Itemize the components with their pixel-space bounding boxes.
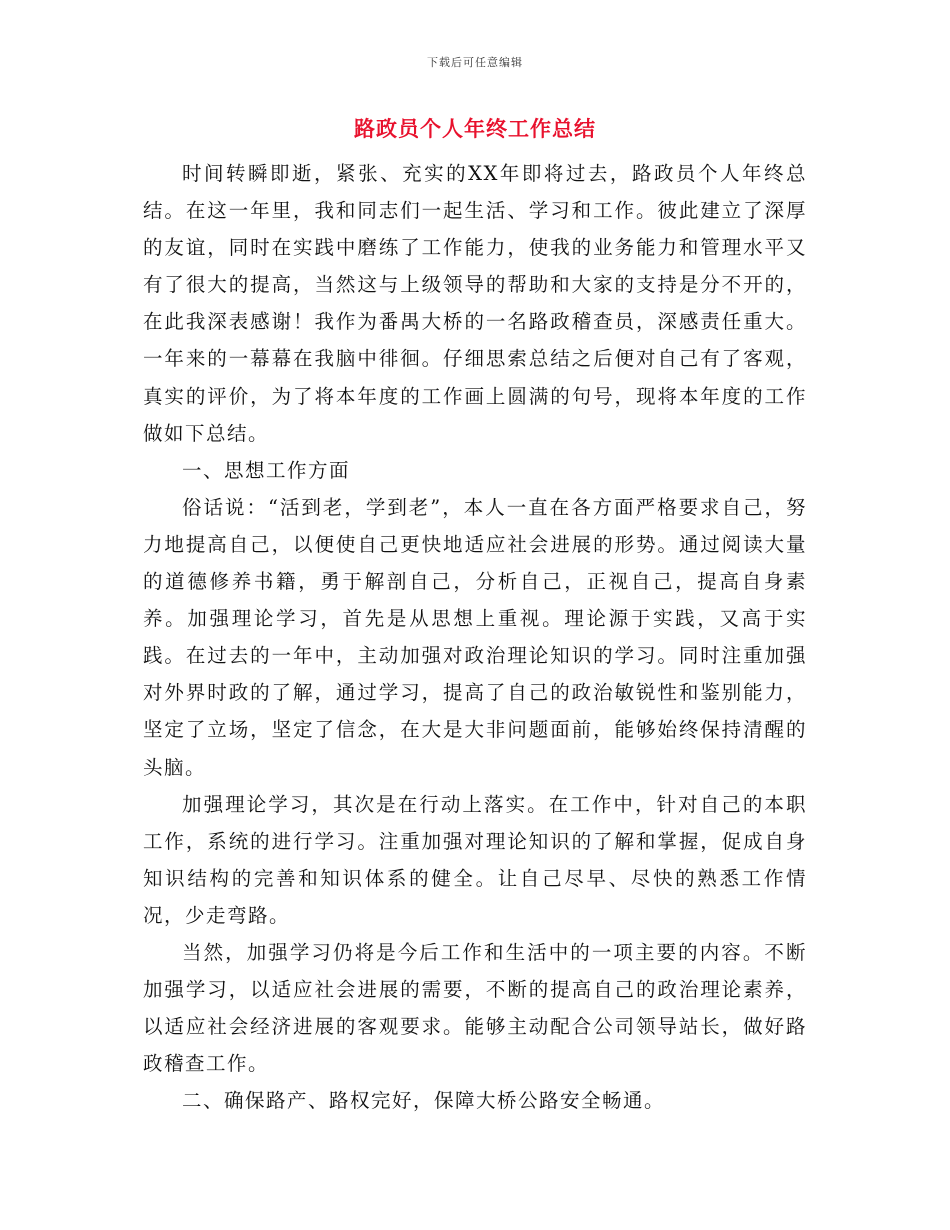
paragraph-thought: 俗话说：“活到老，学到老”，本人一直在各方面严格要求自己，努力地提高自己，以便使自己更快地适应社会进展的形势。通过阅读大量的道德修养书籍，勇于解剖自己，分析自己，正视自己，提高自身素养。加强理论学习，首先是从思想上重视。理论源于实践，又高于实践。在过去的一年中，主动加强对政治理论知识的学习。同时注重加强对外界时政的了解，通过学习，提高了自己的政治敏锐性和鉴别能力，坚定了立场，坚定了信念，在大是大非问题面前，能够始终保持清醒的头脑。 — [143, 495, 807, 779]
paragraph-study: 当然，加强学习仍将是今后工作和生活中的一项主要的内容。不断加强学习，以适应社会进展的需要，不断的提高自己的政治理论素养，以适应社会经济进展的客观要求。能够主动配合公司领导站长，做好路政稽查工作。 — [143, 940, 807, 1076]
paragraph-intro: 时间转瞬即逝，紧张、充实的XX年即将过去，路政员个人年终总结。在这一年里，我和同志们一起生活、学习和工作。彼此建立了深厚的友谊，同时在实践中磨练了工作能力，使我的业务能力和管理水平又有了很大的提高，当然这与上级领导的帮助和大家的支持是分不开的，在此我深表感谢！我作为番禺大桥的一名路政稽查员，深感责任重大。一年来的一幕幕在我脑中徘徊。仔细思索总结之后便对自己有了客观，真实的评价，为了将本年度的工作画上圆满的句号，现将本年度的工作做如下总结。 — [143, 162, 807, 445]
section-heading-2: 二、确保路产、路权完好，保障大桥公路安全畅通。 — [182, 1089, 666, 1113]
header-note: 下载后可任意编辑 — [427, 56, 523, 69]
document-title: 路政员个人年终工作总结 — [354, 116, 596, 141]
document-body — [143, 155, 807, 1119]
paragraph-theory: 加强理论学习，其次是在行动上落实。在工作中，针对自己的本职工作，系统的进行学习。注重加强对理论知识的了解和掌握，促成自身知识结构的完善和知识体系的健全。让自己尽早、尽快的熟悉工作情况，少走弯路。 — [143, 792, 807, 927]
section-heading-1: 一、思想工作方面 — [182, 458, 351, 482]
